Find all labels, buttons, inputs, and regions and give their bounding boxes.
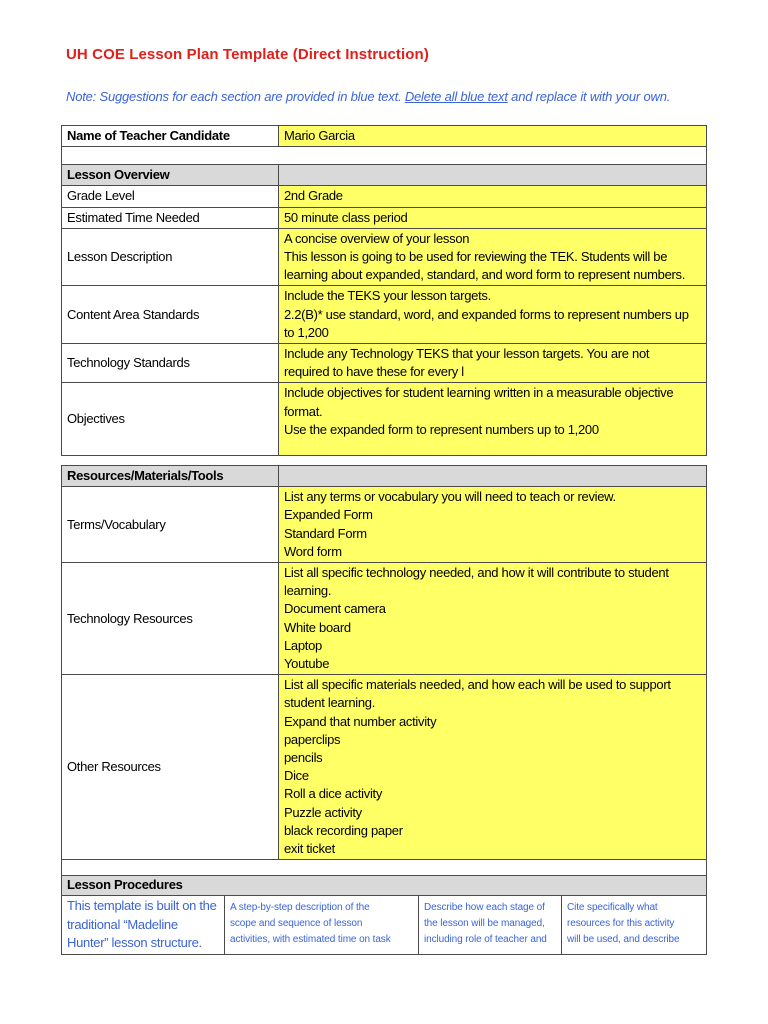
- time-row: [62, 207, 707, 228]
- resources-header-row: [62, 466, 707, 487]
- procedures-header: Lesson Procedures: [62, 876, 707, 896]
- scope-note-line: scope and sequence of lesson: [230, 918, 363, 929]
- resources-note-line: will be used, and describe: [567, 934, 680, 945]
- structure-note-line: Hunter” lesson structure.: [67, 935, 202, 950]
- terms-line: Expanded Form: [284, 507, 373, 523]
- overview-header-row: [62, 165, 707, 186]
- overview-header: Lesson Overview: [62, 165, 279, 186]
- procedures-guidance-row: [62, 896, 707, 955]
- management-note-line: the lesson will be managed,: [424, 918, 545, 929]
- technology-standards-line: required to have these for every l: [284, 364, 464, 380]
- resources-note-line: resources for this activity: [567, 918, 675, 929]
- resources-header-blank: [279, 466, 707, 487]
- other-resources-line: paperclips: [284, 731, 341, 747]
- description-row: [62, 228, 707, 286]
- teacher-label: Name of Teacher Candidate: [62, 126, 279, 147]
- document-title: UH COE Lesson Plan Template (Direct Instruction): [66, 46, 429, 63]
- grade-label: Grade Level: [62, 186, 279, 207]
- other-resources-line: Puzzle activity: [284, 804, 362, 820]
- other-resources-line: Expand that number activity: [284, 713, 437, 729]
- lesson-overview-table: [61, 125, 707, 456]
- other-resources-field[interactable]: [279, 675, 707, 860]
- procedures-table: [61, 875, 707, 955]
- teacher-name-field[interactable]: Mario Garcia: [279, 126, 707, 147]
- procedures-header-row: [62, 876, 707, 896]
- technology-standards-line: Include any Technology TEKS that your lesson targets. You are not: [284, 346, 650, 362]
- technology-standards-field[interactable]: [279, 344, 707, 383]
- procedures-management-note: [419, 896, 562, 955]
- terms-line: Word form: [284, 543, 342, 559]
- content-standards-line: Include the TEKS your lesson targets.: [284, 288, 491, 304]
- technology-resources-line: White board: [284, 619, 351, 635]
- other-resources-line: student learning.: [284, 695, 376, 711]
- description-field[interactable]: [279, 228, 707, 286]
- content-standards-line: to 1,200: [284, 324, 329, 340]
- technology-resources-line: Document camera: [284, 601, 386, 617]
- other-resources-line: black recording paper: [284, 822, 403, 838]
- procedures-structure-note: [62, 896, 225, 955]
- technology-resources-line: Laptop: [284, 637, 322, 653]
- template-note: [66, 89, 670, 104]
- management-note-line: including role of teacher and: [424, 934, 547, 945]
- other-resources-line: List all specific materials needed, and how each will be used to support: [284, 677, 671, 693]
- technology-resources-row: [62, 563, 707, 675]
- time-label: Estimated Time Needed: [62, 207, 279, 228]
- terms-field[interactable]: [279, 487, 707, 563]
- grade-field[interactable]: 2nd Grade: [279, 186, 707, 207]
- resources-table: [61, 465, 707, 878]
- scope-note-line: activities, with estimated time on task: [230, 934, 391, 945]
- scope-note-line: A step-by-step description of the: [230, 902, 370, 913]
- technology-resources-label: Technology Resources: [62, 563, 279, 675]
- objectives-field[interactable]: [279, 383, 707, 456]
- structure-note-line: traditional “Madeline: [67, 916, 178, 932]
- description-line: A concise overview of your lesson: [284, 230, 470, 246]
- terms-line: Standard Form: [284, 525, 367, 541]
- time-field[interactable]: 50 minute class period: [279, 207, 707, 228]
- other-resources-line: Dice: [284, 768, 309, 784]
- teacher-row: [62, 126, 707, 147]
- technology-resources-line: Youtube: [284, 656, 330, 672]
- other-resources-line: exit ticket: [284, 841, 335, 857]
- content-standards-row: [62, 286, 707, 344]
- objectives-row: [62, 383, 707, 456]
- objectives-line: format.: [284, 403, 323, 419]
- terms-row: [62, 487, 707, 563]
- description-line: learning about expanded, standard, and word form to represent numbers.: [284, 267, 686, 283]
- procedures-resources-note: [562, 896, 707, 955]
- spacer-row: [62, 147, 707, 165]
- other-resources-label: Other Resources: [62, 675, 279, 860]
- note-text-start: Note: Suggestions for each section are provided in blue text.: [66, 89, 405, 104]
- resources-note-line: Cite specifically what: [567, 902, 658, 913]
- technology-resources-field[interactable]: [279, 563, 707, 675]
- note-text-end: and replace it with your own.: [507, 89, 671, 104]
- structure-note-line: This template is built on the: [67, 898, 217, 913]
- technology-resources-line: learning.: [284, 583, 332, 599]
- objectives-line: Use the expanded form to represent numbers up to 1,200: [284, 421, 599, 437]
- management-note-line: Describe how each stage of: [424, 902, 545, 913]
- content-standards-field[interactable]: [279, 286, 707, 344]
- content-standards-label: Content Area Standards: [62, 286, 279, 344]
- terms-line: List any terms or vocabulary you will need to teach or review.: [284, 489, 616, 505]
- technology-standards-label: Technology Standards: [62, 344, 279, 383]
- grade-row: [62, 186, 707, 207]
- other-resources-line: Roll a dice activity: [284, 786, 383, 802]
- technology-standards-row: [62, 344, 707, 383]
- note-delete-link[interactable]: Delete all blue text: [404, 89, 508, 104]
- description-line: This lesson is going to be used for reviewing the TEK. Students will be: [284, 249, 668, 265]
- procedures-scope-note: [225, 896, 419, 955]
- terms-label: Terms/Vocabulary: [62, 487, 279, 563]
- other-resources-line: pencils: [284, 750, 323, 766]
- objectives-line: Include objectives for student learning written in a measurable objective: [284, 385, 674, 401]
- objectives-label: Objectives: [62, 383, 279, 456]
- technology-resources-line: List all specific technology needed, and how it will contribute to student: [284, 565, 669, 581]
- overview-header-blank: [279, 165, 707, 186]
- other-resources-row: [62, 675, 707, 860]
- resources-header: Resources/Materials/Tools: [62, 466, 279, 487]
- description-label: Lesson Description: [62, 228, 279, 286]
- content-standards-line: 2.2(B)* use standard, word, and expanded forms to represent numbers up: [284, 306, 689, 322]
